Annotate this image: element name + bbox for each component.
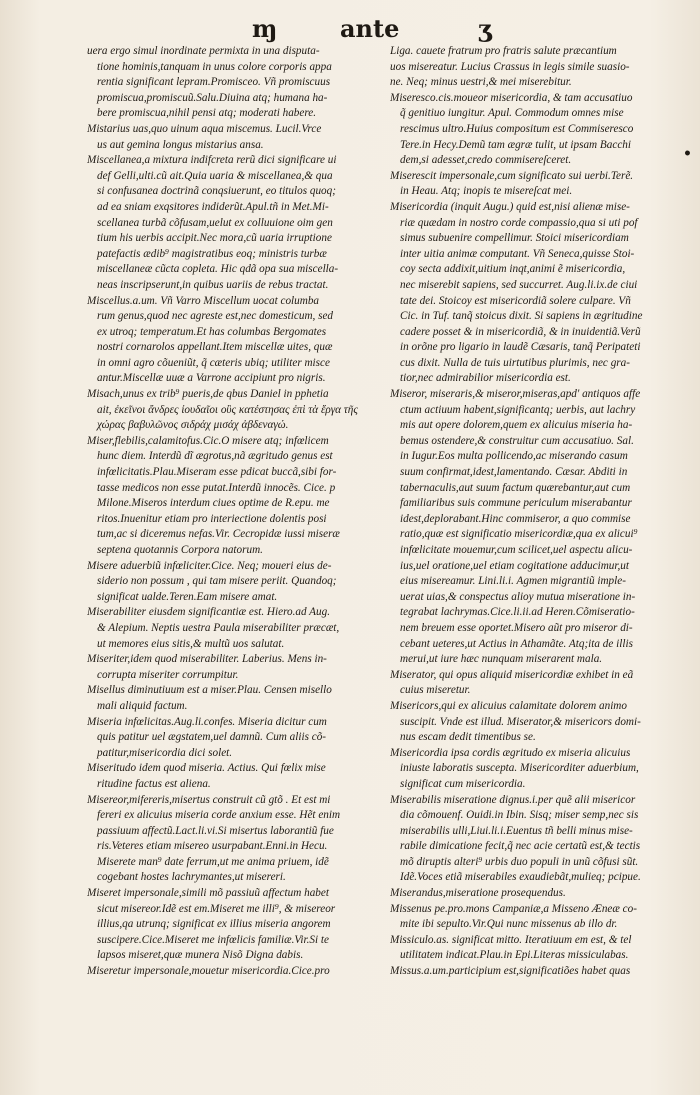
text-line: def Gelli,ulti.cũ ait.Quia uaria & miscellanea,& qua <box>97 169 333 182</box>
text-line: uera ergo simul inordinate permixta in una disputa- <box>87 45 320 57</box>
text-line: Miseret impersonale,simili mõ passiuũ affectum habet <box>87 887 329 900</box>
text-line: cadere posset & in misericordiã, & in inuidentiã.Verũ <box>400 325 641 338</box>
text-line: tabernaculis,aut suum factum quærebantur,aut cum <box>400 481 631 494</box>
text-line: Miseritudo idem quod miseria. Actius. Qui fœlix mise <box>87 762 326 775</box>
text-line: Missiculo.as. significat mitto. Iteratiuum em est, & tel <box>390 933 632 946</box>
text-line: Misericordia ipsa cordis ægritudo ex miseria alicuius <box>390 746 631 759</box>
text-line: suscipit. Vnde est illud. Miserator,& misericors domi- <box>400 715 641 728</box>
text-line: Miseror, miseraris,& miseror,miseras,apd' antiquos affe <box>390 388 641 401</box>
left-text-column <box>87 44 379 980</box>
text-line: quis patitur uel ægstatem,uel damnũ. Cum aliis cõ- <box>97 731 327 744</box>
text-line: nostri cornarolos appellant.Item miscellæ uites, quæ <box>97 341 333 354</box>
header-catchword: ante <box>340 14 400 43</box>
text-line: tasse medicos non esse putat.Interdũ innocẽs. Cice. p <box>97 481 336 494</box>
text-line: inter uitia animæ computant. Vñ Seneca,quisse Stoi- <box>400 247 635 260</box>
text-line: ut memores eius sitis,& multũ uos salutat. <box>97 637 285 650</box>
text-line: passiuum affectũ.Lact.li.vi.Si misertus laborantiũ fue <box>97 824 334 837</box>
text-line: lapsos miseret,quæ munera Nisõ Digna dabis. <box>97 949 304 962</box>
text-line: eius misereamur. Lini.li.i. Agmen migrantiũ imple- <box>400 575 626 588</box>
text-line: cus dixit. Nulla de tuis uirtutibus plurimis, nec gra- <box>400 356 630 369</box>
text-line: patitur,misericordia dici solet. <box>97 746 233 759</box>
text-line: tione hominis,tanquam in unus colore corporis appa <box>97 60 332 73</box>
text-line: χώρας βαβυλῶνος σιδράχ μισάχ ἀβδεναγώ. <box>97 419 289 432</box>
text-line: antur.Miscellæ uuæ a Varrone accipiunt pro nigris. <box>97 372 326 385</box>
text-line: Misach,unus ex trib⁹ pueris,de qbus Daniel in pphetia <box>87 388 329 401</box>
text-line: rabile dimicatione fecit,q̃ nec acie certatũ est,& tectis <box>400 840 641 853</box>
header-right-signature: ʒ <box>478 14 492 43</box>
text-line: mali aliquid factum. <box>97 699 188 712</box>
text-line: Milone.Miseros interdum ciues optime de R.epu. me <box>97 497 330 510</box>
text-line: Miserator, qui opus aliquid misericordiæ exhibet in eã <box>390 668 634 681</box>
text-line: Tere.in Hecy.Demũ tam ægræ tulit, ut ipsam Bacchi <box>400 138 631 151</box>
text-line: nec miserebit sapiens, sed succurret. Aug.li.ix.de ciui <box>400 278 638 291</box>
text-line: mis aut opere dolorem,quem ex alicuius miseria ha- <box>400 419 633 432</box>
text-line: ius,uel oratione,uel etiam cogitatione adducimur,ut <box>400 559 630 572</box>
text-line: utilitatem indicat.Plau.in Epi.Literas missiculabas. <box>400 949 629 962</box>
text-line: in Heau. Atq; inopis te misereſcat mei. <box>400 185 573 198</box>
text-line: patefactis ædib⁹ magistratibus eoq; ministris turbæ <box>97 247 327 260</box>
text-line: Miserabiliter eiusdem significantiæ est. Hiero.ad Aug. <box>87 606 330 619</box>
text-line: in omni agro cõueniũt, q̃ cæteris ubiq; utiliter misce <box>97 356 330 369</box>
text-line: cuius miseretur. <box>400 684 471 697</box>
text-line: Miseriter,idem quod miserabiliter. Laberius. Mens in- <box>87 653 327 666</box>
text-line: infœlicitatis.Plau.Miseram esse pdicat buccã,sibi for- <box>97 466 337 479</box>
text-line: Liga. cauete fratrum pro fratris salute præcantium <box>390 45 617 57</box>
text-line: Miserandus,miseratione prosequendus. <box>390 887 566 900</box>
text-line: significat ualde.Teren.Eam misere amat. <box>97 590 278 603</box>
text-line: idest,deplorabant.Hinc commiseror, a quo commise <box>400 512 631 525</box>
text-line: nus escam dedit timentibus se. <box>400 731 536 744</box>
running-header <box>0 12 700 44</box>
text-line: mite ibi sepulto.Vir.Qui nunc missenus ab illo dr. <box>400 918 618 931</box>
text-line: Miserabilis miseratione dignus.i.per quẽ alii misericor <box>390 793 636 806</box>
text-line: Misere aduerbiũ infœliciter.Cice. Neq; moueri eius de- <box>87 559 332 572</box>
text-line: promiscua,promiscuũ.Salu.Diuina atq; humana ha- <box>97 91 328 104</box>
text-line: mõ diruptis alteri⁹ urbis duo populi in unũ cõfusi sũt. <box>400 855 639 868</box>
text-line: Miserete man⁹ date ferrum,ut me anima priuem, idẽ <box>97 855 329 868</box>
text-line: ritudine factus est aliena. <box>97 777 211 790</box>
text-line: ctum actiuum habent,significantq; uerbis, aut lachry <box>400 403 636 416</box>
text-line: simus subuenire compellimur. Stoici misericordiam <box>400 232 629 245</box>
text-line: iniuste laboratis suscepta. Misericorditer aduerbium, <box>400 762 639 775</box>
text-line: suum confirmat,idest,lamentando. Cæsar. Abditi in <box>400 466 628 479</box>
text-line: ne. Neq; minus uestri,& mei miserebitur. <box>390 76 572 89</box>
text-line: ad ea sniam exqsitores indiderũt.Apul.tñ in Met.Mi- <box>97 200 329 213</box>
text-line: ratio,quæ est significatio misericordiæ,qua ex alicui⁹ <box>400 528 638 541</box>
text-line: & Alepium. Neptis uestra Paula miserabiliter præcæt, <box>97 621 340 634</box>
text-line: rum genus,quod nec agreste est,nec domesticum, sed <box>97 310 334 323</box>
text-line: infœlicitate mouemur,cum scilicet,uel aspectu alicu- <box>400 544 633 556</box>
text-line: neas inscripserunt,in quibus uariis de rebus tractat. <box>97 278 329 291</box>
text-line: miserabilis ulli,Liui.li.i.Euentus tñ belli minus mise- <box>400 824 633 837</box>
text-line: Misellus diminutiuum est a miser.Plau. Censen misello <box>87 684 332 697</box>
text-line: us aut gemina longus mistarius ansa. <box>97 138 264 151</box>
text-line: uos misereatur. Lucius Crassus in legis simile suasio- <box>390 60 630 73</box>
text-line: rentia significant lepram.Promisceo. Vñ promiscuus <box>97 76 331 89</box>
text-line: dia cõmouenf. Ouidi.in Ibin. Sisq; miser semp,nec sis <box>400 809 639 822</box>
text-line: Misericors,qui ex alicuius calamitate dolorem animo <box>390 699 627 712</box>
marginal-mark: • <box>683 146 692 162</box>
text-line: ex utroq; temperatum.Et has columbas Bergomates <box>97 325 327 338</box>
text-line: illius,qa utrunq; significat ex illius miseria angorem <box>97 918 331 931</box>
text-line: Miser,flebilis,calamitofus.Cic.O misere atq; infœlicem <box>87 434 329 447</box>
text-line: septena quotannis Corpora natorum. <box>97 544 263 556</box>
text-line: Miscellanea,a mixtura indifcreta rerũ dici significare ui <box>87 154 337 167</box>
text-line: significat cum misericordia. <box>400 777 526 790</box>
text-line: bere promiscua,nihil pensi atq; moderati habere. <box>97 107 317 120</box>
text-line: Missenus pe.pro.mons Campaniæ,a Misseno Æneæ co- <box>390 902 637 915</box>
text-line: uerat uias,& conspectus alioy mutua miseratione in- <box>400 590 636 603</box>
text-line: riæ quædam in nostro corde compassio,qua si uti pof <box>400 216 638 229</box>
text-line: rescimus ultro.Huius compositum est Commiseresco <box>400 122 634 135</box>
text-line: bemus ostendere,& construitur cum accusatiuo. Sal. <box>400 434 634 447</box>
text-line: coy secta addixit,uitium inqt,animi ẽ misericordia, <box>400 263 626 276</box>
text-line: Miseretur impersonale,mouetur misericordia.Cice.pro <box>87 965 330 978</box>
text-line: tior,nec admirabilior misericordia est. <box>400 372 571 385</box>
text-line: cogebant hostes lachrymantes,ut misereri. <box>97 871 286 884</box>
text-line: Mistarius uas,quo uinum aqua miscemus. Lucil.Vrce <box>87 122 322 135</box>
text-line: familiaribus suis commune periculum miserabantur <box>400 497 632 510</box>
text-line: tium his uerbis accipit.Nec mora,cũ uaria irruptione <box>97 232 332 245</box>
text-line: ritos.Inuenitur etiam pro interiectione dolentis posi <box>97 512 327 525</box>
text-line: tate dei. Stoicoy est misericordiã solere culpare. Vñ <box>400 294 631 307</box>
text-line: cebant ueteres,ut Actius in Athamãte. Atq;ita de illis <box>400 637 633 650</box>
text-line: Idẽ.Voces etiã miserabiles exaudiebãt,mulieq; pcipue. <box>400 871 641 884</box>
text-line: ait, ἐκεῖνοι ἄνδρες ἰουδαῖοι οὓς κατέστησας ἐπὶ τὰ ἔργα τῆς <box>97 403 358 416</box>
text-line: ris.Veteres etiam misereo usurpabant.Enni.in Hecu. <box>97 840 328 853</box>
text-line: Misericordia (inquit Augu.) quid est,nisi alienæ mise- <box>390 200 630 213</box>
text-line: Miserescit impersonale,cum significato sui uerbi.Terẽ. <box>390 169 634 182</box>
header-left-signature: ɱ <box>252 14 278 43</box>
right-text-column <box>390 44 680 980</box>
text-line: scellanea turbã cõfusam,uelut ex colluuione oim gen <box>97 216 333 229</box>
text-line: siderio non possum , qui tam misere periit. Quandoq; <box>97 575 337 588</box>
text-line: hunc diem. Interdũ dĩ ægrotus,nã ægritudo genus est <box>97 450 333 463</box>
text-line: dem,si adesset,credo commisereſceret. <box>400 154 572 167</box>
text-line: nem breuem esse oportet.Misero aũt pro miseror di- <box>400 621 633 634</box>
text-line: tum,ac si diceremus nefas.Vir. Cecropidæ iussi miseræ <box>97 528 340 541</box>
text-line: Missus.a.um.participium est,significatiões habet quas <box>390 965 631 978</box>
text-line: Miseresco.cis.moueor misericordia, & tam accusatiuo <box>390 91 633 104</box>
text-line: in orõne pro ligario in laudẽ Cæsaris, tanq̃ Peripateti <box>400 341 641 354</box>
text-line: Cic. in Tuf. tanq̃ stoicus dixit. Si sapiens in ægritudine <box>400 310 643 323</box>
text-line: q̃ genitiuo iungitur. Apul. Commodum omnes mise <box>400 107 624 120</box>
text-line: Miseria infœlicitas.Aug.li.confes. Miseria dicitur cum <box>87 715 327 728</box>
text-line: corrupta miseriter corrumpitur. <box>97 668 239 681</box>
text-line: suscipere.Cice.Miseret me infœlicis familiæ.Vir.Si te <box>97 933 330 946</box>
text-line: Miscellus.a.um. Vñ Varro Miscellum uocat columba <box>87 294 320 307</box>
text-line: Misereor,mifereris,misertus construit cũ gtõ . Et est mi <box>87 793 331 806</box>
text-line: tegrabat lachrymas.Cice.li.ii.ad Heren.Cõmiseratio- <box>400 606 635 619</box>
text-line: miscellaneæ cũcta copleta. Hic qdã opa sua miscella- <box>97 263 339 276</box>
text-line: merui,ut iure hæc nunquam miserarent mala. <box>400 653 603 666</box>
text-line: fereri ex alicuius miseria corde anxium esse. Hẽt enim <box>97 809 341 822</box>
text-line: si confusanea doctrinã conqsiuerunt, eo titulos quoq; <box>97 185 336 198</box>
text-line: in Iugur.Eos multa pollicendo,ac miserando casum <box>400 450 628 463</box>
text-line: sicut misereor.Idẽ est em.Miseret me illi⁹, & misereor <box>97 902 336 915</box>
